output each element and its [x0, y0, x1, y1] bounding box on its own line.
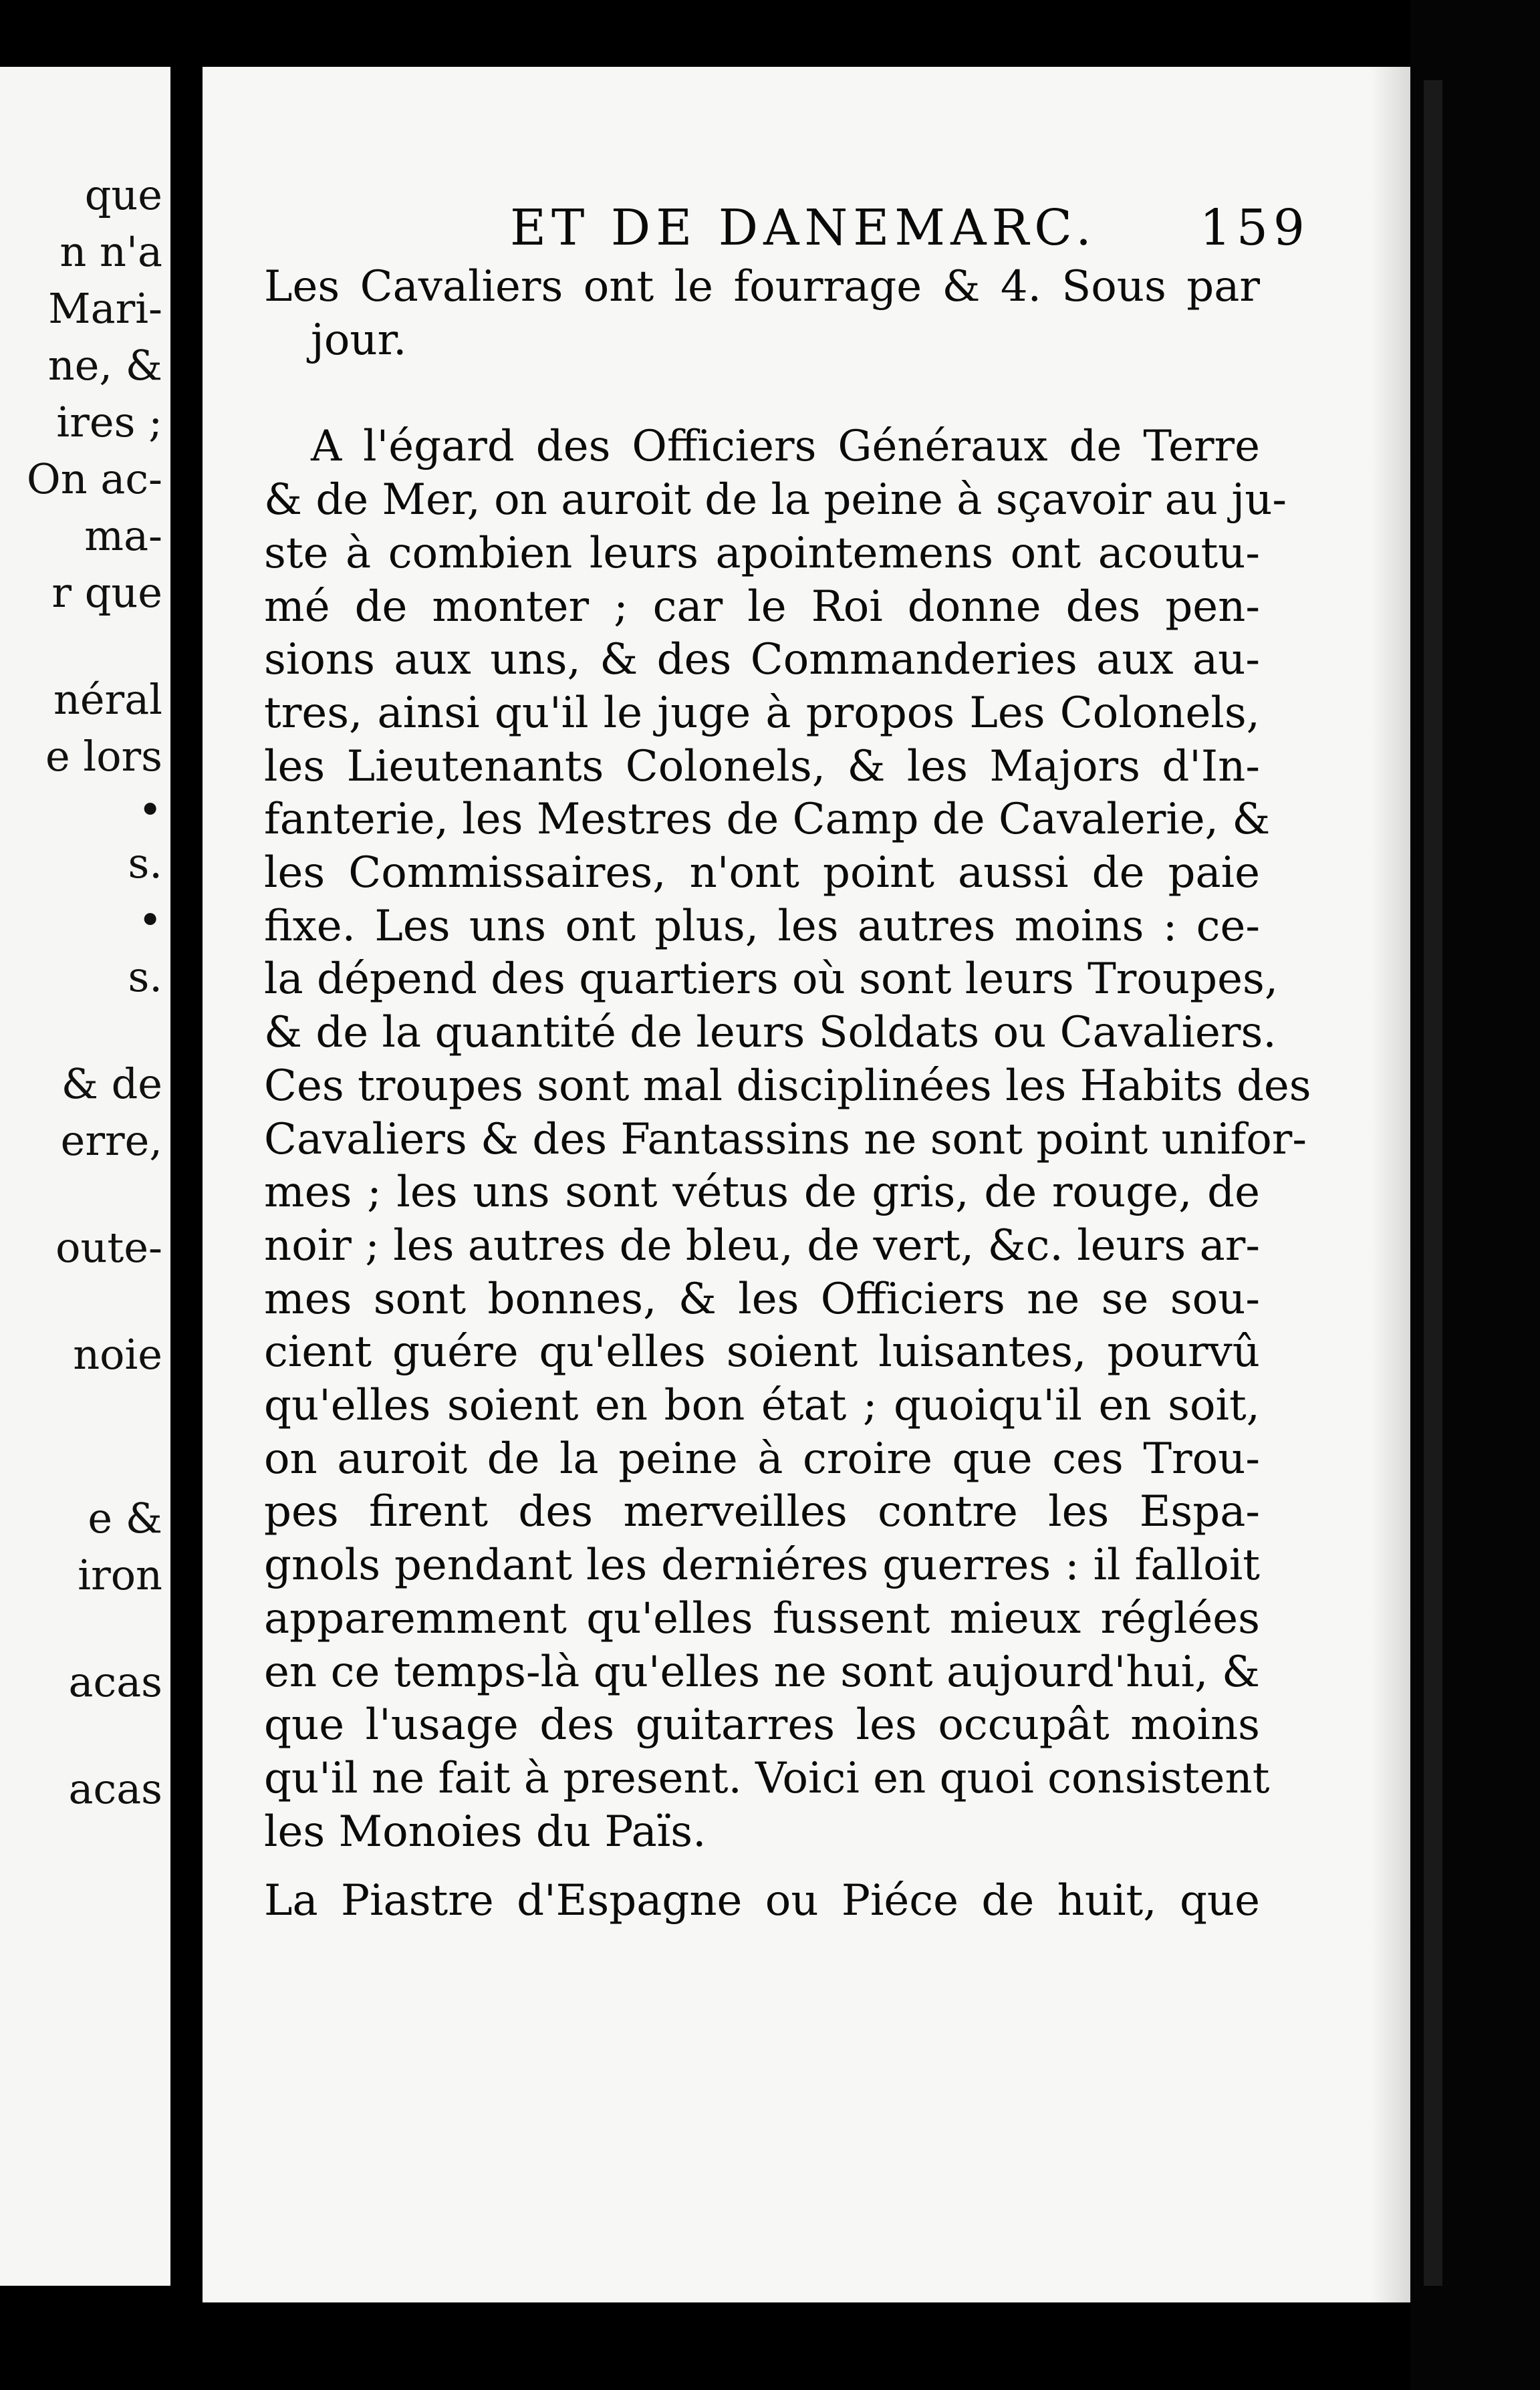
book-right-edge: [1410, 0, 1540, 2390]
left-page-line: n n'a: [59, 227, 162, 276]
left-page-line: acas: [68, 1764, 162, 1813]
text-line: cient guére qu'elles soient luisantes, pourvû: [264, 1327, 1260, 1377]
text-line: apparemment qu'elles fussent mieux réglées: [264, 1593, 1260, 1643]
text-line: tres, ainsi qu'il le juge à propos Les Colonels,: [264, 688, 1260, 738]
text-line: la dépend des quartiers où sont leurs Troupes,: [264, 954, 1279, 1005]
left-page-line: s.: [128, 839, 162, 888]
text-line: mé de monter ; car le Roi donne des pen-: [264, 581, 1260, 632]
text-line: mes ; les uns sont vétus de gris, de rouge, de: [264, 1168, 1260, 1218]
left-page-line: oute-: [55, 1223, 162, 1272]
left-page-line: ne, &: [47, 341, 162, 390]
left-page-line: ma-: [84, 511, 162, 560]
text-line: Cavaliers & des Fantassins ne sont point unifor-: [264, 1114, 1307, 1164]
left-page-line: ires ;: [56, 398, 162, 446]
left-page-line: & de: [61, 1059, 162, 1108]
left-page-line: que: [84, 170, 162, 219]
text-line: les Monoies du Païs.: [264, 1807, 707, 1857]
left-page-line: On ac-: [26, 454, 162, 503]
page-edge-band: [1424, 80, 1442, 2286]
page-number: 159: [1199, 199, 1310, 257]
left-page-line: noie: [73, 1330, 162, 1379]
text-line: en ce temps-là qu'elles ne sont aujourd'hui, &: [264, 1647, 1260, 1697]
left-page-line: s.: [128, 952, 162, 1001]
main-page: [203, 67, 1410, 2302]
text-line: pes firent des merveilles contre les Espa-: [264, 1487, 1260, 1537]
text-line: & de la quantité de leurs Soldats ou Cavaliers.: [264, 1008, 1277, 1058]
left-page-fragment: [0, 67, 170, 2286]
text-line: fixe. Les uns ont plus, les autres moins : ce-: [264, 901, 1260, 951]
text-line: La Piastre d'Espagne ou Piéce de huit, que: [264, 1876, 1260, 1926]
text-line: mes sont bonnes, & les Officiers ne se sou-: [264, 1274, 1260, 1324]
running-head: [510, 199, 1310, 257]
left-page-line: e &: [88, 1494, 162, 1543]
text-line: noir ; les autres de bleu, de vert, &c. leurs ar-: [264, 1220, 1260, 1271]
text-line: on auroit de la peine à croire que ces Trou-: [264, 1434, 1260, 1484]
body-text: [264, 261, 1311, 1928]
left-page-line: e lors: [45, 732, 162, 781]
text-line: les Commissaires, n'ont point aussi de paie: [264, 848, 1260, 898]
text-line: les Lieutenants Colonels, & les Majors d'In-: [264, 741, 1260, 791]
text-line: que l'usage des guitarres les occupât moins: [264, 1700, 1260, 1750]
left-page-line: néral: [53, 675, 162, 724]
text-line: Ces troupes sont mal disciplinées les Habits des: [264, 1061, 1311, 1111]
left-page-line: iron: [78, 1551, 162, 1599]
text-line: qu'il ne fait à present. Voici en quoi consistent: [264, 1753, 1270, 1803]
left-page-line: acas: [68, 1657, 162, 1706]
text-line: A l'égard des Officiers Généraux de Terre: [311, 422, 1260, 472]
text-line: sions aux uns, & des Commanderies aux au-: [264, 635, 1260, 685]
left-page-line: erre,: [60, 1116, 162, 1165]
text-line: ste à combien leurs apointemens ont acoutu-: [264, 528, 1260, 578]
left-page-line: •: [138, 896, 162, 944]
text-line: gnols pendant les derniéres guerres : il falloit: [264, 1541, 1260, 1591]
left-page-line: •: [138, 785, 162, 834]
book-gutter: [170, 0, 203, 2390]
left-page-line: Mari-: [48, 284, 162, 333]
page-edge-shade: [1370, 67, 1410, 2302]
running-head-title: ET DE DANEMARC.: [510, 199, 1097, 257]
text-line: qu'elles soient en bon état ; quoiqu'il en soit,: [264, 1381, 1260, 1431]
text-line: & de Mer, on auroit de la peine à sçavoir au ju-: [264, 475, 1287, 525]
text-line: Les Cavaliers ont le fourrage & 4. Sous par: [264, 262, 1260, 311]
text-line: jour.: [311, 315, 407, 365]
left-page-line: r que: [51, 568, 162, 617]
text-line: fanterie, les Mestres de Camp de Cavalerie, &: [264, 795, 1271, 845]
